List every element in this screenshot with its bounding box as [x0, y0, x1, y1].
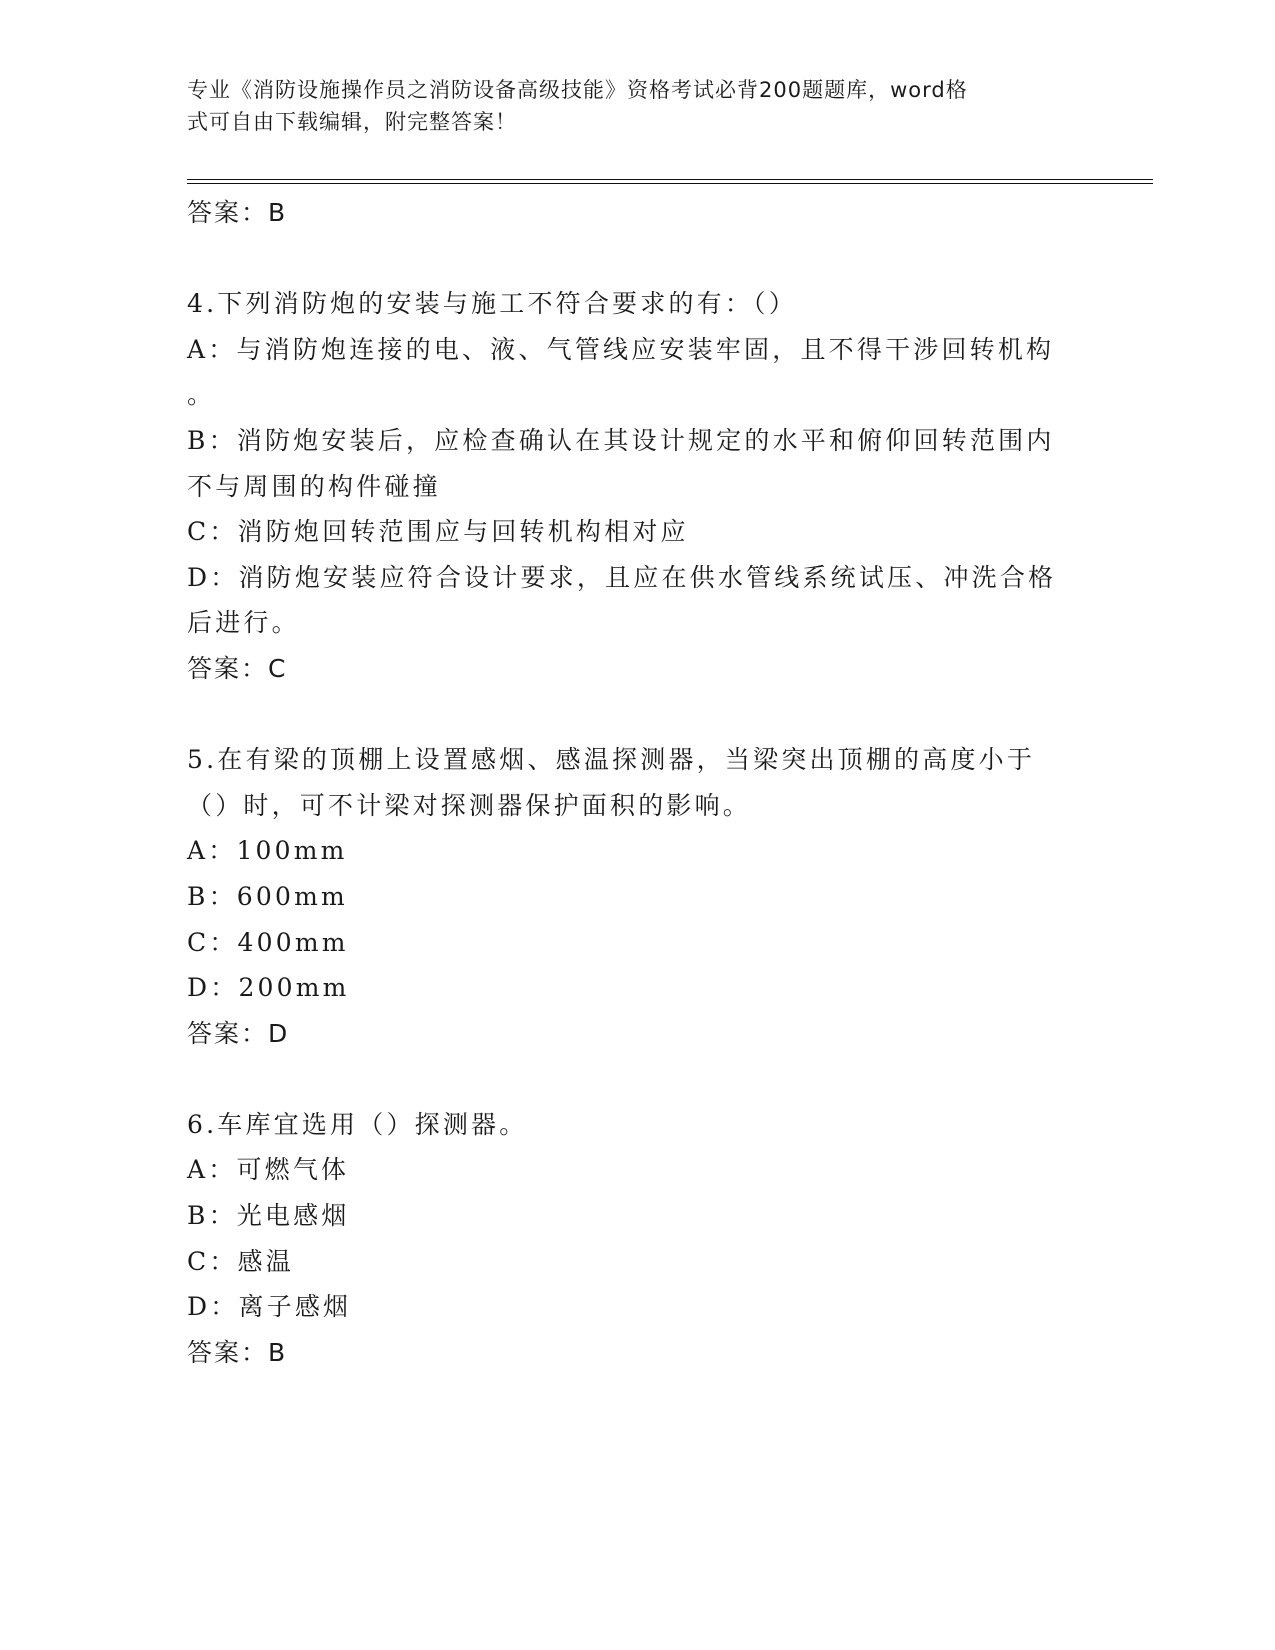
- header-rule-bottom: [187, 183, 1153, 184]
- question-4-answer: 答案：C: [187, 653, 288, 683]
- question-5-option-c: C：400mm: [187, 927, 349, 957]
- question-4-option-d-cont: 后进行。: [187, 608, 300, 638]
- question-4-option-a: A：与消防炮连接的电、液、气管线应安装牢固，且不得干涉回转机构: [187, 334, 1055, 364]
- header-line-2: 式可自由下载编辑，附完整答案！: [187, 110, 517, 134]
- header-rule-top: [187, 179, 1153, 180]
- question-6-option-d: D：离子感烟: [187, 1292, 352, 1322]
- answer-previous: 答案：B: [187, 198, 288, 227]
- document-header: [187, 74, 1067, 138]
- question-4: [187, 281, 1087, 691]
- question-4-option-c: C：消防炮回转范围应与回转机构相对应: [187, 517, 689, 547]
- question-4-option-d: D：消防炮安装应符合设计要求，且应在供水管线系统试压、冲洗合格: [187, 562, 1057, 592]
- question-6: [187, 1102, 1087, 1376]
- question-5-option-d: D：200mm: [187, 973, 350, 1003]
- question-6-option-c: C：感温: [187, 1246, 294, 1276]
- question-6-answer: 答案：B: [187, 1337, 288, 1367]
- question-5-option-b: B：600mm: [187, 881, 348, 911]
- question-4-option-b: B：消防炮安装后，应检查确认在其设计规定的水平和俯仰回转范围内: [187, 425, 1055, 455]
- header-line-1: 专业《消防设施操作员之消防设备高级技能》资格考试必背200题题库，word格: [187, 78, 968, 102]
- question-5-option-a: A：100mm: [187, 836, 348, 866]
- question-4-option-a-cont: 。: [187, 380, 216, 410]
- question-list: [187, 190, 1087, 1375]
- question-6-option-a: A：可燃气体: [187, 1155, 350, 1185]
- question-4-option-b-cont: 不与周围的构件碰撞: [187, 471, 441, 501]
- question-6-stem: 6.车库宜选用（）探测器。: [187, 1109, 528, 1139]
- question-4-stem: 4.下列消防炮的安装与施工不符合要求的有：（）: [187, 289, 797, 319]
- question-5-stem: 5.在有梁的顶棚上设置感烟、感温探测器，当梁突出顶棚的高度小于: [187, 745, 1036, 775]
- question-5-stem-cont: （）时，可不计梁对探测器保护面积的影响。: [187, 790, 752, 820]
- question-5: [187, 737, 1087, 1056]
- question-5-answer: 答案：D: [187, 1018, 290, 1048]
- question-6-option-b: B：光电感烟: [187, 1201, 350, 1231]
